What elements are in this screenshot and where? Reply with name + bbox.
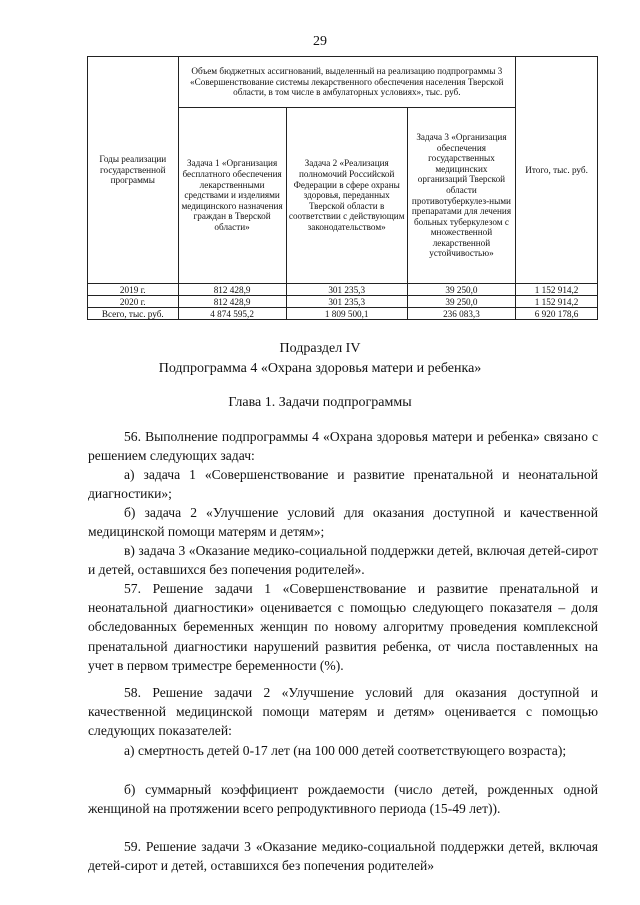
budget-table (87, 56, 598, 320)
header-task-3: Задача 3 «Организация обеспечения государственных медицинских организаций Тверской области противотуберкулез-ными препаратами для лечения больных туберкулезом с множественной лекарственной устойчивостью» (407, 108, 515, 284)
paragraph-58-b: б) суммарный коэффициент рождаемости (число детей, рожденных одной женщиной на протяжении всего репродуктивного периода (15-49 лет)). (88, 782, 598, 817)
paragraph-57: 57. Решение задачи 1 «Совершенствование и развитие пренатальной и неонатальной диагностики» оценивается с помощью следующего показателя – доля обследованных беременных женщин по новому алгоритму проведения комплексной пренатальной диагностики нарушений развития ребенка, от числа поставленных на учет в первом триместре беременности (%). (88, 581, 598, 673)
cell-task-2: 301 235,3 (286, 284, 407, 296)
cell-task-2: 1 809 500,1 (286, 308, 407, 320)
cell-total: 1 152 914,2 (516, 284, 598, 296)
paragraph-56-a: а) задача 1 «Совершенствование и развитие пренатальной и неонатальной диагностики»; (88, 467, 598, 502)
paragraph-58-a: а) смертность детей 0-17 лет (на 100 000 детей соответствующего возраста); (124, 743, 567, 758)
cell-task-1: 812 428,9 (178, 296, 286, 308)
table-row (88, 284, 598, 296)
table-row (88, 296, 598, 308)
header-years: Годы реализации государственной программы (88, 57, 179, 284)
chapter-title: Глава 1. Задачи подпрограммы (228, 395, 412, 410)
header-task-2: Задача 2 «Реализация полномочий Российской Федерации в сфере охраны здоровья, переданных Тверской области в соответствии с действующим законодательством» (286, 108, 407, 284)
header-task-1: Задача 1 «Организация бесплатного обеспечения лекарственными средствами и изделиями медицинского назначения граждан в Тверской области» (178, 108, 286, 284)
cell-task-3: 236 083,3 (407, 308, 515, 320)
paragraph-56-v: в) задача 3 «Оказание медико-социальной поддержки детей, включая детей-сирот и детей, оставшихся без попечения родителей». (88, 543, 598, 578)
cell-total: 1 152 914,2 (516, 296, 598, 308)
paragraph-56: 56. Выполнение подпрограммы 4 «Охрана здоровья матери и ребенка» связано с решением следующих задач: (88, 429, 598, 464)
cell-task-1: 812 428,9 (178, 284, 286, 296)
cell-year: 2020 г. (88, 296, 179, 308)
paragraph-58: 58. Решение задачи 2 «Улучшение условий для оказания доступной и качественной медицинской помощи матерям и детям» оценивается с помощью следующих показателей: (88, 685, 598, 739)
page-number: 29 (313, 34, 327, 49)
table-header-row (88, 57, 598, 108)
subprogram-title: Подпрограмма 4 «Охрана здоровья матери и ребенка» (158, 361, 482, 376)
cell-year: Всего, тыс. руб. (88, 308, 179, 320)
paragraph-59: 59. Решение задачи 3 «Оказание медико-социальной поддержки детей, включая детей-сирот и детей, оставшихся без попечения родителей» (88, 839, 598, 874)
cell-task-1: 4 874 595,2 (178, 308, 286, 320)
header-budget-volume: Объем бюджетных ассигнований, выделенный на реализацию подпрограммы 3 «Совершенствование системы лекарственного обеспечения населения Тверской области, в том числе в амбулаторных условиях», тыс. руб. (178, 57, 516, 108)
subsection-title: Подраздел IV (279, 341, 361, 356)
cell-task-2: 301 235,3 (286, 296, 407, 308)
cell-total: 6 920 178,6 (516, 308, 598, 320)
table-row (88, 308, 598, 320)
cell-task-3: 39 250,0 (407, 296, 515, 308)
cell-task-3: 39 250,0 (407, 284, 515, 296)
cell-year: 2019 г. (88, 284, 179, 296)
paragraph-56-b: б) задача 2 «Улучшение условий для оказания доступной и качественной медицинской помощи матерям и детям»; (88, 505, 598, 540)
header-total: Итого, тыс. руб. (516, 57, 598, 284)
